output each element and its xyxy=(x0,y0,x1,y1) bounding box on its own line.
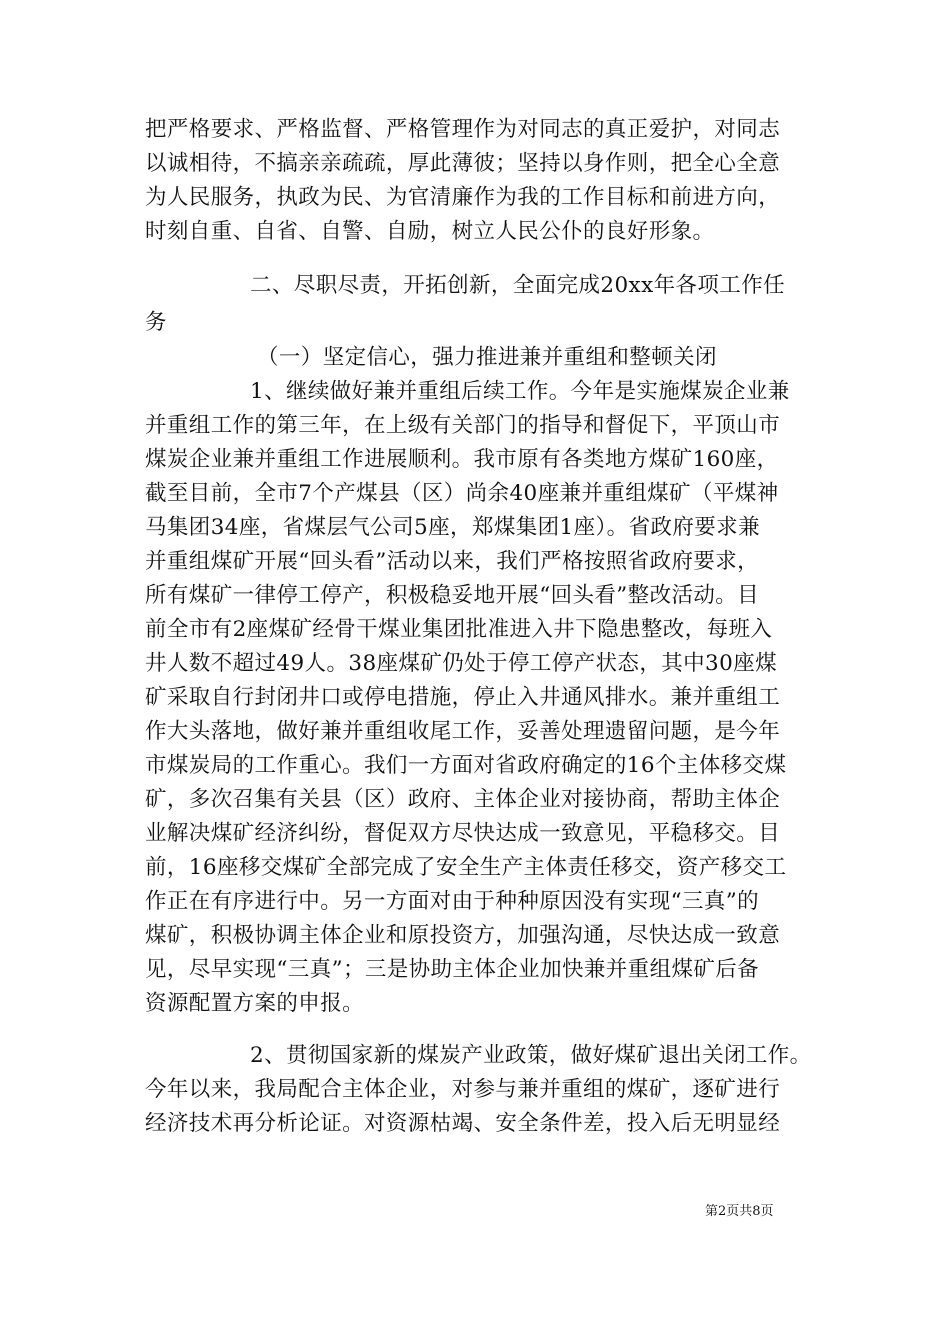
text-line: 市煤炭局的工作重心。我们一方面对省政府确定的16个主体移交煤 xyxy=(145,753,787,778)
text-line: 井人数不超过49人。38座煤矿仍处于停工停产状态，其中30座煤 xyxy=(145,651,777,676)
text-line: 见，尽早实现“三真”；三是协助主体企业加快兼并重组煤矿后备 xyxy=(145,957,760,982)
section-heading-continuation: 务 xyxy=(145,310,167,335)
text-line: 作正在有序进行中。另一方面对由于种种原因没有实现“三真”的 xyxy=(145,889,760,914)
text-line: 前全市有2座煤矿经骨干煤业集团批准进入井下隐患整改，每班入 xyxy=(145,617,773,642)
text-line: 前，16座移交煤矿全部完成了安全生产主体责任移交，资产移交工 xyxy=(145,855,787,880)
text-line: 煤矿，积极协调主体企业和原投资方，加强沟通，尽快达成一致意 xyxy=(145,923,781,948)
text-line: 并重组工作的第三年，在上级有关部门的指导和督促下，平顶山市 xyxy=(145,413,781,438)
text-line: 资源配置方案的申报。 xyxy=(145,991,365,1016)
text-line: 并重组煤矿开展“回头看”活动以来，我们严格按照省政府要求， xyxy=(145,549,760,574)
text-line: 作大头落地，做好兼并重组收尾工作，妥善处理遗留问题，是今年 xyxy=(145,719,781,744)
text-line: 今年以来，我局配合主体企业，对参与兼并重组的煤矿，逐矿进行 xyxy=(145,1077,781,1102)
text-line: 1、继续做好兼并重组后续工作。今年是实施煤炭企业兼 xyxy=(250,379,790,404)
section-heading: 二、尽职尽责，开拓创新，全面完成20xx年各项工作任 xyxy=(250,273,786,298)
text-line: 截至目前，全市7个产煤县（区）尚余40座兼并重组煤矿（平煤神 xyxy=(145,481,779,506)
text-line: 为人民服务，执政为民、为官清廉作为我的工作目标和前进方向， xyxy=(145,185,781,210)
text-line: 矿，多次召集有关县（区）政府、主体企业对接协商，帮助主体企 xyxy=(145,787,781,812)
text-line: 把严格要求、严格监督、严格管理作为对同志的真正爱护，对同志 xyxy=(145,117,781,142)
text-line: 业解决煤矿经济纠纷，督促双方尽快达成一致意见，平稳移交。目 xyxy=(145,821,781,846)
text-line: 所有煤矿一律停工停产，积极稳妥地开展“回头看”整改活动。目 xyxy=(145,583,760,608)
page-number-footer: 第2页共8页 xyxy=(705,1204,774,1219)
text-line: 煤炭企业兼并重组工作进展顺利。我市原有各类地方煤矿160座， xyxy=(145,447,779,472)
text-line: 2、贯彻国家新的煤炭产业政策，做好煤矿退出关闭工作。 xyxy=(250,1043,812,1068)
text-line: 以诚相待，不搞亲亲疏疏，厚此薄彼；坚持以身作则，把全心全意 xyxy=(145,151,781,176)
text-line: 时刻自重、自省、自警、自励，树立人民公仆的良好形象。 xyxy=(145,219,715,244)
subsection-heading: （一）坚定信心，强力推进兼并重组和整顿关闭 xyxy=(257,345,717,370)
text-line: 矿采取自行封闭井口或停电措施，停止入井通风排水。兼并重组工 xyxy=(145,685,781,710)
text-line: 经济技术再分析论证。对资源枯竭、安全条件差，投入后无明显经 xyxy=(145,1111,781,1136)
text-line: 马集团34座，省煤层气公司5座，郑煤集团1座）。省政府要求兼 xyxy=(145,515,760,540)
